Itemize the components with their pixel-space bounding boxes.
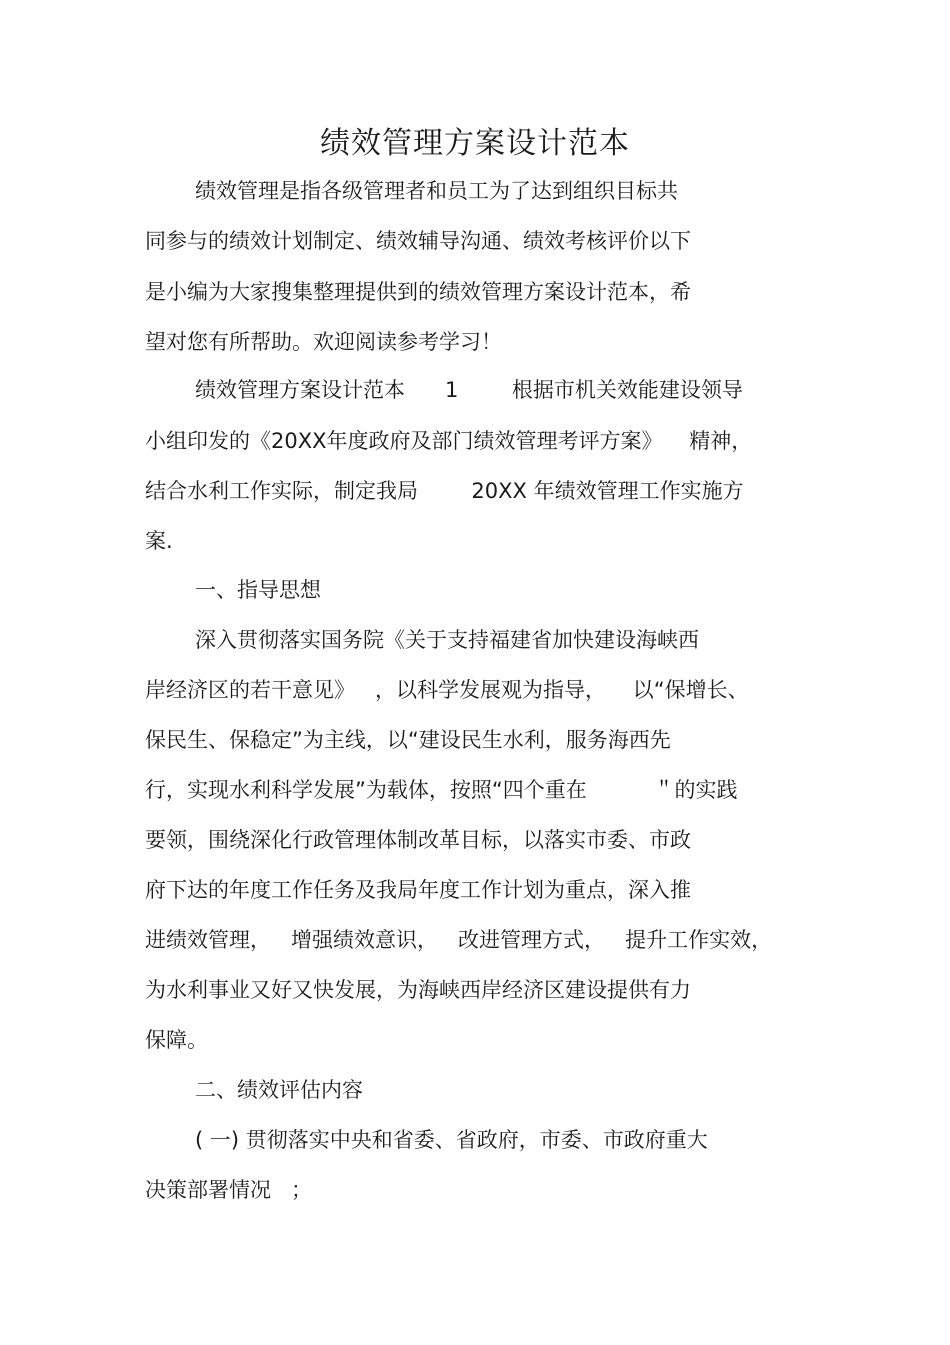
paragraph-line: 望对您有所帮助。欢迎阅读参考学习！ bbox=[145, 330, 502, 354]
paragraph-line: 同参与的绩效计划制定、绩效辅导沟通、绩效考核评价以下 bbox=[145, 229, 691, 253]
paragraph-line: 绩效管理方案设计范本 1 根据市机关效能建设领导 bbox=[195, 378, 743, 402]
paragraph-line: 进绩效管理， 增强绩效意识， 改进管理方式， 提升工作实效， bbox=[145, 928, 773, 952]
paragraph-line: 结合水利工作实际，制定我局 20XX 年绩效管理工作实施方 bbox=[145, 479, 744, 503]
paragraph-line: 为水利事业又好又快发展，为海峡西岸经济区建设提供有力 bbox=[145, 978, 691, 1002]
paragraph-line: 府下达的年度工作任务及我局年度工作计划为重点，深入推 bbox=[145, 878, 691, 902]
section-heading: 一、指导思想 bbox=[195, 578, 321, 602]
paragraph-line: 小组印发的《20XX年度政府及部门绩效管理考评方案》 精神， bbox=[145, 429, 753, 453]
paragraph-line: 决策部署情况 ； bbox=[145, 1178, 313, 1202]
paragraph-line: 保障。 bbox=[145, 1028, 208, 1052]
paragraph-line: 行，实现水利科学发展”为载体，按照“四个重在 ＂的实践 bbox=[145, 778, 738, 802]
paragraph-line: 案. bbox=[145, 529, 173, 553]
paragraph-line: 要领，围绕深化行政管理体制改革目标，以落实市委、市政 bbox=[145, 828, 691, 852]
paragraph-line: 深入贯彻落实国务院《关于支持福建省加快建设海峡西 bbox=[195, 628, 699, 652]
paragraph-line: 是小编为大家搜集整理提供到的绩效管理方案设计范本，希 bbox=[145, 280, 691, 304]
paragraph-line: 保民生、保稳定”为主线，以“建设民生水利，服务海西先 bbox=[145, 728, 671, 752]
section-heading: 二、绩效评估内容 bbox=[195, 1078, 363, 1102]
document-title: 绩效管理方案设计范本 bbox=[320, 126, 630, 161]
paragraph-line: 绩效管理是指各级管理者和员工为了达到组织目标共 bbox=[195, 179, 678, 203]
paragraph-line: ( 一) 贯彻落实中央和省委、省政府，市委、市政府重大 bbox=[195, 1128, 708, 1152]
paragraph-line: 岸经济区的若干意见》 ，以科学发展观为指导， 以“保增长、 bbox=[145, 678, 749, 702]
